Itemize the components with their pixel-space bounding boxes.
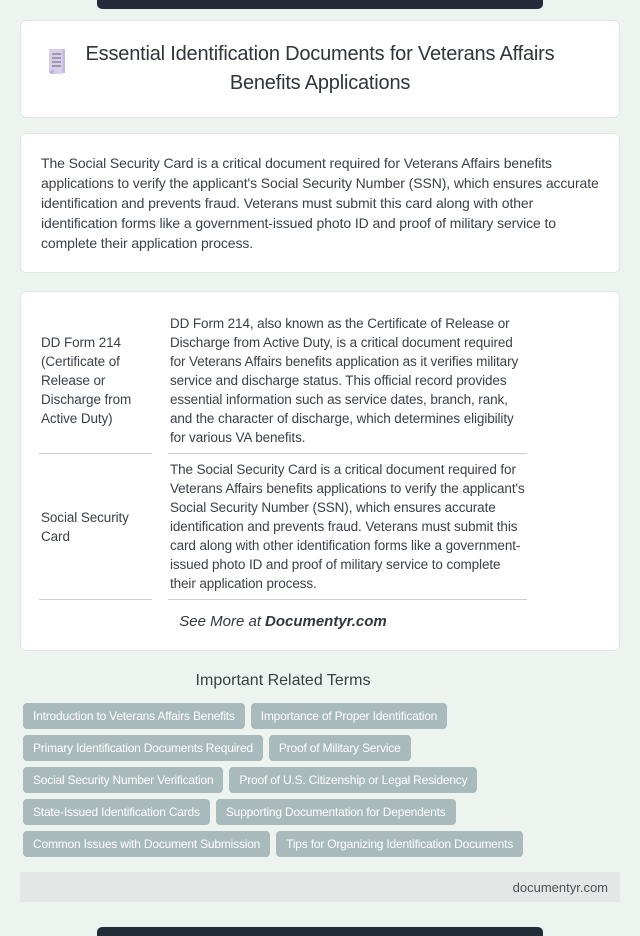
- footer-site-label: documentyr.com: [512, 879, 608, 895]
- table-row: [39, 308, 527, 454]
- related-terms-heading: Important Related Terms: [195, 672, 371, 689]
- brand-name: Documentyr.com: [265, 613, 387, 630]
- related-term-pill[interactable]: Proof of U.S. Citizenship or Legal Residency: [229, 767, 477, 793]
- related-term-pill[interactable]: Proof of Military Service: [269, 735, 411, 761]
- page-title: Essential Identification Documents for Veterans Affairs Benefits Applications: [85, 43, 555, 94]
- glossary-card: [20, 291, 620, 651]
- header-card: [20, 20, 620, 118]
- related-term-pill[interactable]: Supporting Documentation for Dependents: [216, 799, 456, 825]
- related-term-pill[interactable]: Introduction to Veterans Affairs Benefits: [23, 703, 245, 729]
- related-term-pill[interactable]: Social Security Number Verification: [23, 767, 223, 793]
- related-term-pill[interactable]: Importance of Proper Identification: [251, 703, 447, 729]
- related-terms-list: [23, 703, 543, 857]
- see-more-text: See More at: [179, 613, 261, 630]
- related-term-pill[interactable]: Primary Identification Documents Required: [23, 735, 263, 761]
- glossary-table: [23, 308, 543, 600]
- related-terms-section: [23, 671, 543, 857]
- definition-cell: DD Form 214, also known as the Certificate of Release or Discharge from Active Duty, is a critical document required for Veterans Affairs benefits application as it verifies military service and discharge status. This official record provides essential information such as service dates, branch, rank, and the character of discharge, which determines eligibility for various VA benefits.: [168, 308, 527, 454]
- related-term-pill[interactable]: State-Issued Identification Cards: [23, 799, 210, 825]
- term-cell: Social Security Card: [39, 454, 152, 600]
- bottom-accent-bar: [97, 927, 543, 936]
- intro-card: [20, 133, 620, 273]
- footer-bar: [20, 872, 620, 902]
- receipt-document-icon: [46, 48, 68, 75]
- related-term-pill[interactable]: Common Issues with Document Submission: [23, 831, 270, 857]
- see-more-line: [39, 612, 527, 632]
- table-row: [39, 454, 527, 600]
- definition-cell: The Social Security Card is a critical document required for Veterans Affairs benefits applications to verify the applicant's Social Security Number (SSN), which ensures accurate identification and prevents fraud. Veterans must submit this card along with other identification forms like a government-issued photo ID and proof of military service to complete their application process.: [168, 454, 527, 600]
- term-cell: DD Form 214 (Certificate of Release or Discharge from Active Duty): [39, 308, 152, 454]
- top-accent-bar: [97, 0, 543, 9]
- related-term-pill[interactable]: Tips for Organizing Identification Documents: [276, 831, 523, 857]
- intro-paragraph: The Social Security Card is a critical document required for Veterans Affairs benefits applications to verify the applicant's Social Security Number (SSN), which ensures accurate identification and prevents fraud. Veterans must submit this card along with other identification forms like a government-issued photo ID and proof of military service to complete their application process.: [41, 155, 599, 251]
